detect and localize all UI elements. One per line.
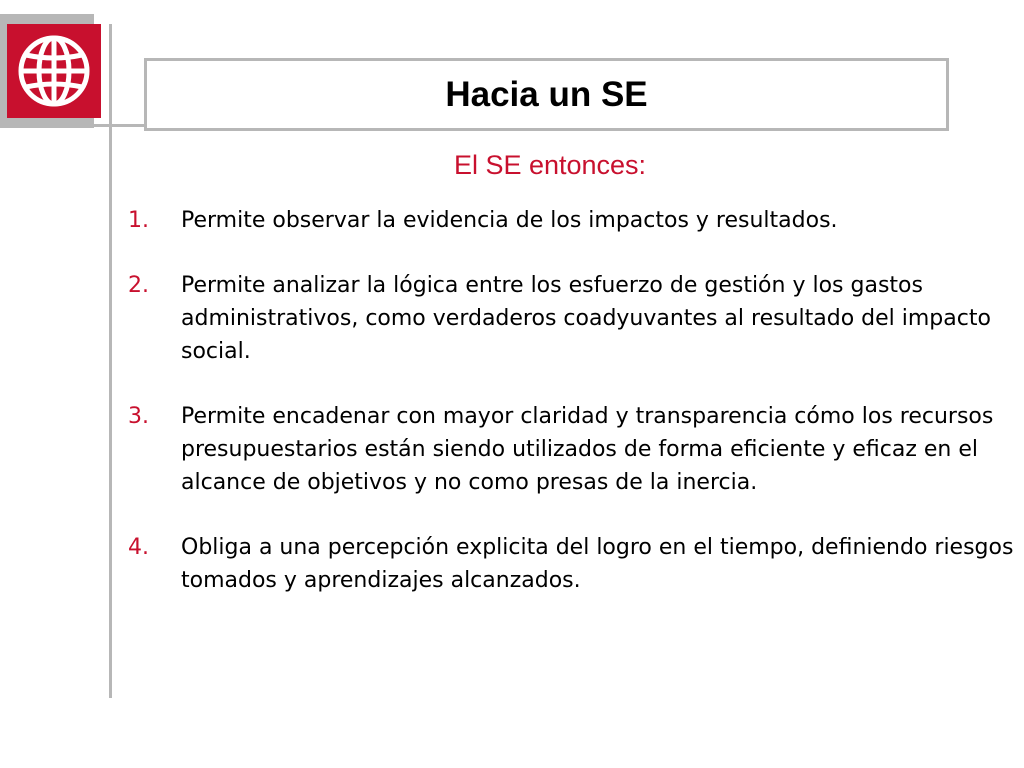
list-item-text: Permite encadenar con mayor claridad y transparencia cómo los recursos presupuestarios están siendo utilizados de forma eficiente y eficaz en el alcance de objetivos y no como presas de la inercia. (181, 404, 994, 495)
globe-icon (14, 31, 94, 111)
list-item-text: Obliga a una percepción explicita del logro en el tiempo, definiendo riesgos tomados y aprendizajes alcanzados. (181, 535, 1014, 593)
logo (7, 24, 101, 118)
list-item-number: 2. (128, 273, 149, 298)
title-box (144, 58, 949, 131)
list-item (126, 269, 1016, 368)
list-item-number: 3. (128, 404, 149, 429)
list-item-text: Permite analizar la lógica entre los esfuerzo de gestión y los gastos administrativos, como verdaderos coadyuvantes al resultado del impacto social. (181, 273, 991, 364)
list-item (126, 400, 1016, 499)
subtitle: El SE entonces: (453, 150, 647, 180)
list-item-text: Permite observar la evidencia de los impactos y resultados. (181, 208, 838, 233)
list-item-number: 4. (128, 535, 149, 560)
numbered-list (126, 204, 1016, 629)
list-item (126, 531, 1016, 597)
list-item-number: 1. (128, 208, 149, 233)
list-item (126, 204, 1016, 237)
page-title: Hacia un SE (445, 74, 648, 114)
